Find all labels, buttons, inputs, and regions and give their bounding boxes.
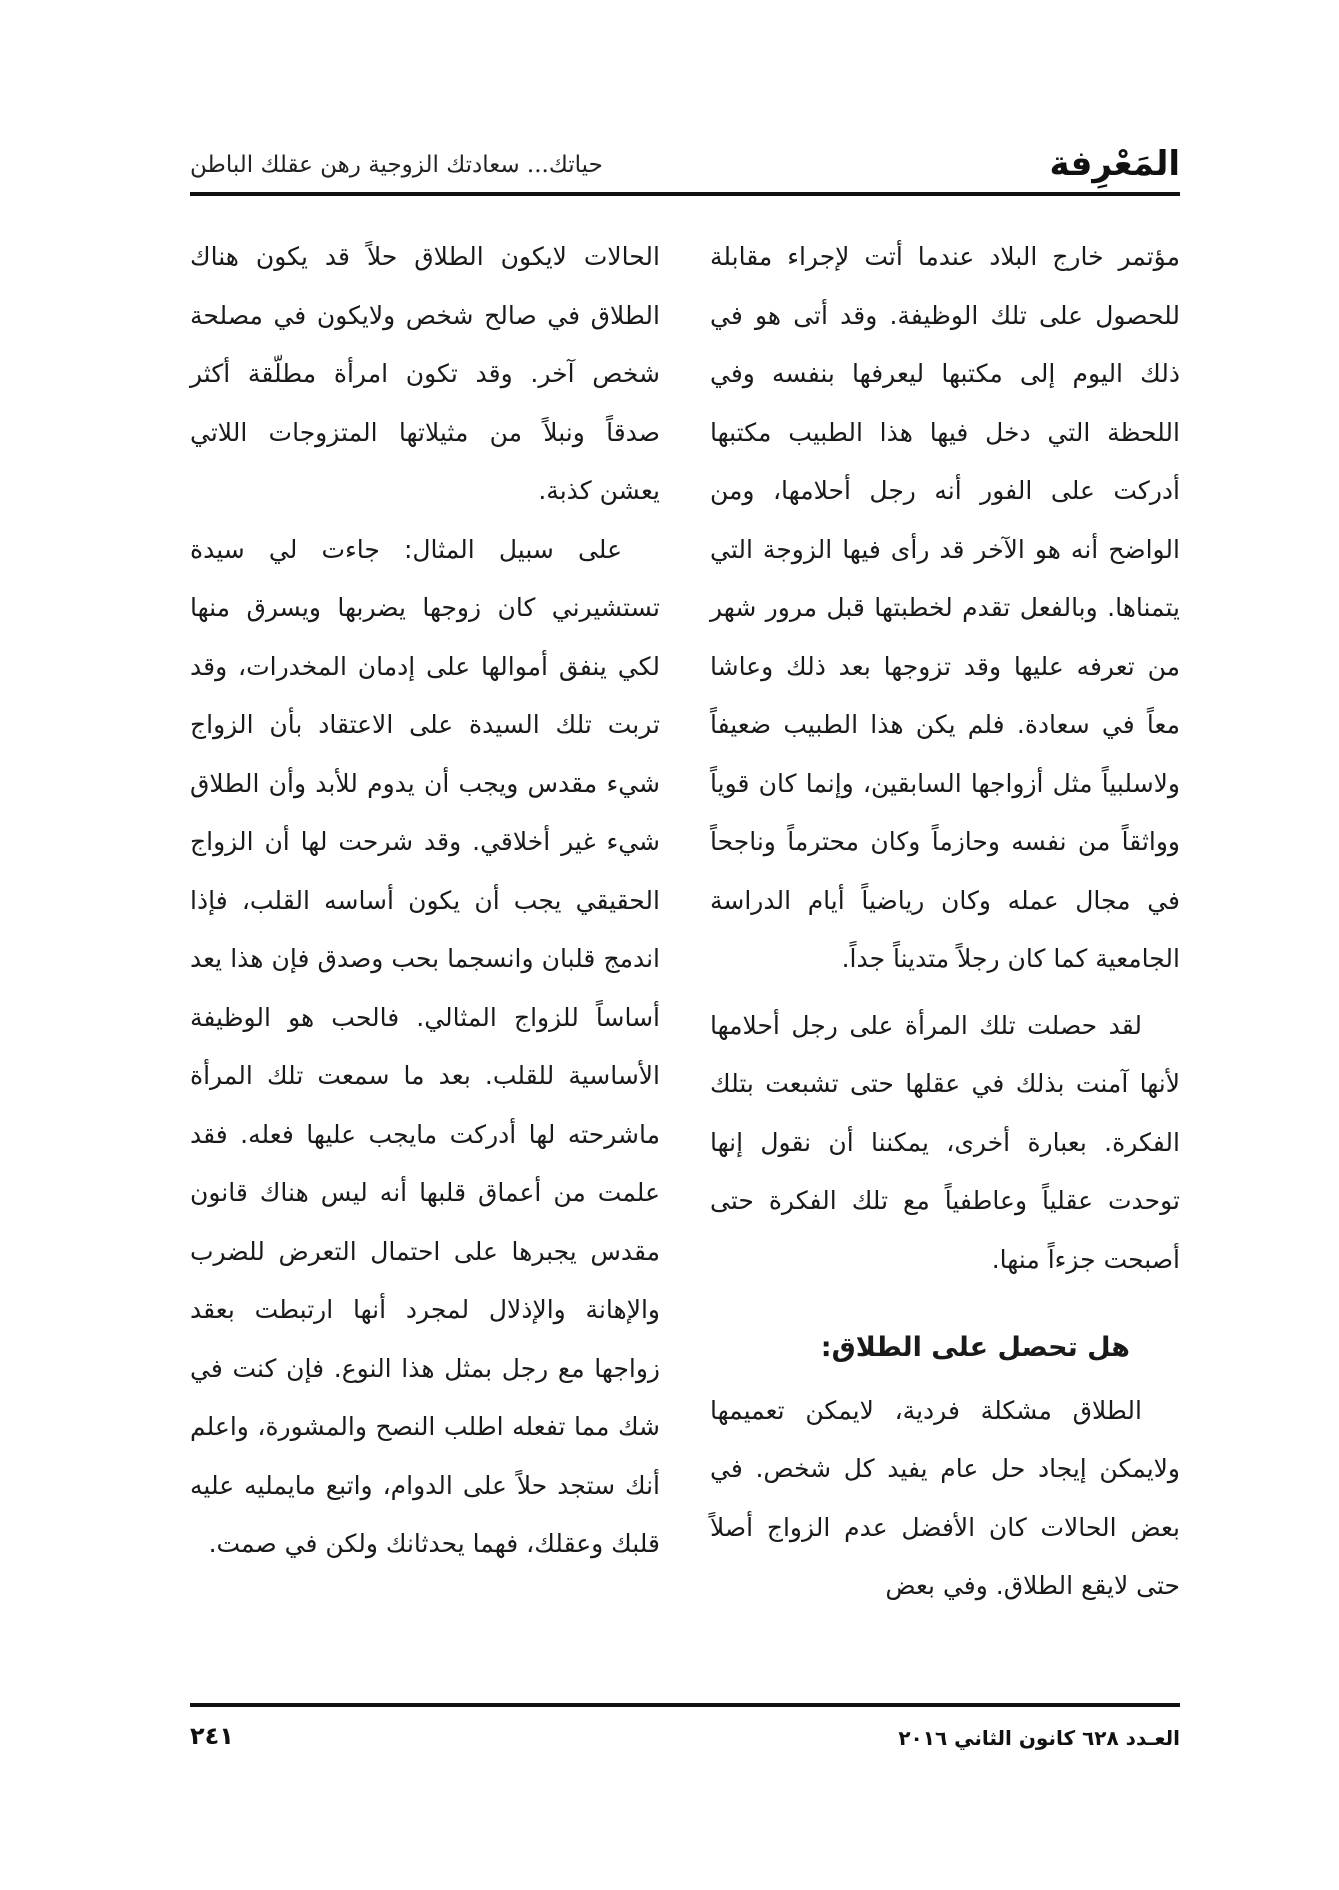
footer-rule — [190, 1703, 1180, 1707]
page-header — [190, 140, 1180, 192]
paragraph: على سبيل المثال: جاءت لي سيدة تستشيرني كان زوجها يضربها ويسرق منها لكي ينفق أموالها على إدمان المخدرات، وقد تربت تلك السيدة على الاعتقاد بأن الزواج شيء مقدس ويجب أن يدوم للأبد وأن الطلاق شيء غير أخلاقي. وقد شرحت لها أن الزواج الحقيقي يجب أن يكون أساسه القلب، فإذا اندمج قلبان وانسجما بحب وصدق فإن هذا يعد أساساً للزواج المثالي. فالحب هو الوظيفة الأساسية للقلب. بعد ما سمعت تلك المرأة ماشرحته لها أدركت مايجب عليها فعله. فقد علمت من أعماق قلبها أنه ليس هناك قانون مقدس يجبرها على احتمال التعرض للضرب والإهانة والإذلال لمجرد أنها ارتبطت بعقد زواجها مع رجل بمثل هذا النوع. فإن كنت في شك مما تفعله اطلب النصح والمشورة، واعلم أنك ستجد حلاً على الدوام، واتبع مايمليه عليه قلبك وعقلك، فهما يحدثانك ولكن في صمت. — [190, 534, 660, 1558]
paragraph: مؤتمر خارج البلاد عندما أتت لإجراء مقابلة للحصول على تلك الوظيفة. وقد أتى هو في ذلك اليوم إلى مكتبها ليعرفها بنفسه وفي اللحظة التي دخل فيها هذا الطبيب مكتبها أدركت على الفور أنه رجل أحلامها، ومن الواضح أنه هو الآخر قد رأى فيها الزوجة التي يتمناها. وبالفعل تقدم لخطبتها قبل مرور شهر من تعرفه عليها وقد تزوجها بعد ذلك وعاشا معاً في سعادة. فلم يكن هذا الطبيب ضعيفاً ولاسلبياً مثل أزواجها السابقين، وإنما كان قوياً وواثقاً من نفسه وحازماً وكان محترماً وناجحاً في مجال عمله وكان رياضياً أيام الدراسة الجامعية كما كان رجلاً متديناً جداً. — [710, 242, 1180, 973]
left-column — [190, 228, 660, 1574]
header-rule — [190, 192, 1180, 196]
issue-info: العـدد ٦٢٨ كانون الثاني ٢٠١٦ — [898, 1726, 1180, 1750]
paragraph: الطلاق مشكلة فردية، لايمكن تعميمها ولايمكن إيجاد حل عام يفيد كل شخص. في بعض الحالات كان الأفضل عدم الزواج أصلاً حتى لايقع الطلاق. وفي بعض — [710, 1395, 1180, 1600]
magazine-logo: المَعْرِفة — [1049, 144, 1180, 184]
right-column — [710, 228, 1180, 1616]
page-number: ٢٤١ — [190, 1722, 234, 1750]
paragraph: الحالات لايكون الطلاق حلاً قد يكون هناك الطلاق في صالح شخص ولايكون في مصلحة شخص آخر. وقد تكون امرأة مطلّقة أكثر صدقاً ونبلاً من مثيلاتها المتزوجات اللاتي يعشن كذبة. — [190, 242, 660, 505]
running-title: حياتك... سعادتك الزوجية رهن عقلك الباطن — [190, 152, 603, 178]
section-heading: هل تحصل على الطلاق: — [820, 1332, 1130, 1363]
paragraph: لقد حصلت تلك المرأة على رجل أحلامها لأنها آمنت بذلك في عقلها حتى تشبعت بتلك الفكرة. بعبارة أخرى، يمكننا أن نقول إنها توحدت عقلياً وعاطفياً مع تلك الفكرة حتى أصبحت جزءاً منها. — [710, 1010, 1180, 1274]
